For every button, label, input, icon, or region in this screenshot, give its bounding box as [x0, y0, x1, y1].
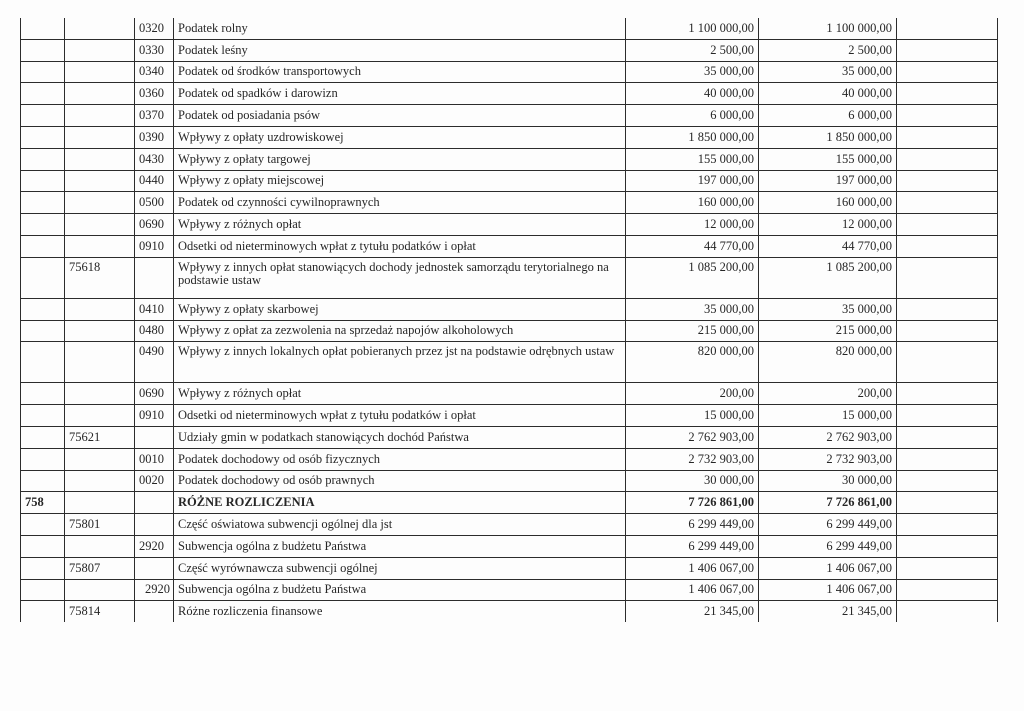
table-row: [21, 320, 998, 342]
cell-nazwa: Podatek dochodowy od osób fizycznych: [174, 448, 626, 470]
table-row: [21, 448, 998, 470]
cell-plan: 197 000,00: [626, 170, 759, 192]
cell-nazwa: Podatek leśny: [174, 39, 626, 61]
cell-nazwa: Wpływy z innych opłat stanowiących dochody jednostek samorządu terytorialnego na podstawie ustaw: [174, 257, 626, 298]
cell-uwagi: [897, 148, 998, 170]
cell-uwagi: [897, 214, 998, 236]
cell-rozdzial: [65, 148, 135, 170]
cell-uwagi: [897, 492, 998, 514]
cell-nazwa: Podatek dochodowy od osób prawnych: [174, 470, 626, 492]
cell-plan: 6 299 449,00: [626, 514, 759, 536]
cell-rozdzial: [65, 214, 135, 236]
cell-dzial: [21, 298, 65, 320]
table-row: [21, 235, 998, 257]
cell-paragraf: 0370: [135, 105, 174, 127]
cell-rozdzial: [65, 579, 135, 601]
cell-paragraf: [135, 557, 174, 579]
table-row: [21, 61, 998, 83]
cell-paragraf: [135, 601, 174, 622]
cell-rozdzial: [65, 405, 135, 427]
table-row: [21, 535, 998, 557]
cell-uwagi: [897, 105, 998, 127]
cell-rozdzial: 75618: [65, 257, 135, 298]
cell-plan: 1 406 067,00: [626, 579, 759, 601]
cell-uwagi: [897, 470, 998, 492]
cell-wykonanie: 44 770,00: [759, 235, 897, 257]
cell-dzial: 758: [21, 492, 65, 514]
cell-dzial: [21, 470, 65, 492]
cell-rozdzial: [65, 192, 135, 214]
cell-wykonanie: 1 406 067,00: [759, 579, 897, 601]
cell-wykonanie: 197 000,00: [759, 170, 897, 192]
cell-paragraf: 0430: [135, 148, 174, 170]
cell-rozdzial: [65, 535, 135, 557]
table-row: [21, 342, 998, 383]
cell-paragraf: 0480: [135, 320, 174, 342]
cell-rozdzial: [65, 170, 135, 192]
cell-dzial: [21, 235, 65, 257]
table-row: [21, 514, 998, 536]
cell-rozdzial: [65, 235, 135, 257]
cell-uwagi: [897, 192, 998, 214]
cell-uwagi: [897, 39, 998, 61]
table-row: [21, 126, 998, 148]
cell-nazwa: Udziały gmin w podatkach stanowiących dochód Państwa: [174, 426, 626, 448]
cell-plan: 2 732 903,00: [626, 448, 759, 470]
table-row: [21, 470, 998, 492]
cell-rozdzial: [65, 126, 135, 148]
cell-dzial: [21, 342, 65, 383]
cell-nazwa: Wpływy z opłaty skarbowej: [174, 298, 626, 320]
cell-plan: 820 000,00: [626, 342, 759, 383]
cell-rozdzial: 75814: [65, 601, 135, 622]
table-row: [21, 257, 998, 298]
cell-plan: 1 085 200,00: [626, 257, 759, 298]
table-body: [21, 18, 998, 622]
cell-wykonanie: 1 100 000,00: [759, 18, 897, 39]
table-row: [21, 192, 998, 214]
cell-dzial: [21, 557, 65, 579]
cell-dzial: [21, 39, 65, 61]
cell-wykonanie: 1 850 000,00: [759, 126, 897, 148]
cell-paragraf: 0490: [135, 342, 174, 383]
cell-dzial: [21, 426, 65, 448]
cell-paragraf: 0360: [135, 83, 174, 105]
table-row: [21, 557, 998, 579]
cell-wykonanie: 2 500,00: [759, 39, 897, 61]
cell-wykonanie: 21 345,00: [759, 601, 897, 622]
table-row: [21, 39, 998, 61]
cell-dzial: [21, 601, 65, 622]
cell-nazwa: Wpływy z opłaty uzdrowiskowej: [174, 126, 626, 148]
cell-nazwa: Subwencja ogólna z budżetu Państwa: [174, 579, 626, 601]
cell-uwagi: [897, 601, 998, 622]
cell-dzial: [21, 83, 65, 105]
cell-rozdzial: [65, 470, 135, 492]
cell-uwagi: [897, 426, 998, 448]
cell-wykonanie: 6 299 449,00: [759, 514, 897, 536]
cell-rozdzial: [65, 342, 135, 383]
cell-wykonanie: 7 726 861,00: [759, 492, 897, 514]
cell-paragraf: [135, 426, 174, 448]
cell-dzial: [21, 148, 65, 170]
cell-rozdzial: [65, 492, 135, 514]
cell-nazwa: Wpływy z różnych opłat: [174, 383, 626, 405]
cell-dzial: [21, 448, 65, 470]
cell-wykonanie: 2 732 903,00: [759, 448, 897, 470]
cell-uwagi: [897, 170, 998, 192]
table-row: [21, 405, 998, 427]
cell-rozdzial: 75807: [65, 557, 135, 579]
cell-uwagi: [897, 557, 998, 579]
cell-dzial: [21, 170, 65, 192]
cell-uwagi: [897, 83, 998, 105]
cell-uwagi: [897, 61, 998, 83]
cell-paragraf: 0390: [135, 126, 174, 148]
cell-plan: 21 345,00: [626, 601, 759, 622]
cell-nazwa: Podatek od czynności cywilnoprawnych: [174, 192, 626, 214]
cell-uwagi: [897, 235, 998, 257]
cell-paragraf: 2920: [135, 535, 174, 557]
cell-rozdzial: [65, 83, 135, 105]
cell-wykonanie: 15 000,00: [759, 405, 897, 427]
cell-plan: 200,00: [626, 383, 759, 405]
cell-uwagi: [897, 579, 998, 601]
table-row: [21, 214, 998, 236]
cell-uwagi: [897, 298, 998, 320]
cell-wykonanie: 12 000,00: [759, 214, 897, 236]
cell-dzial: [21, 105, 65, 127]
table-row: [21, 298, 998, 320]
cell-plan: 215 000,00: [626, 320, 759, 342]
cell-uwagi: [897, 257, 998, 298]
cell-wykonanie: 40 000,00: [759, 83, 897, 105]
cell-paragraf: 0440: [135, 170, 174, 192]
cell-dzial: [21, 61, 65, 83]
cell-nazwa: Wpływy z opłaty miejscowej: [174, 170, 626, 192]
cell-rozdzial: [65, 448, 135, 470]
cell-rozdzial: [65, 61, 135, 83]
cell-nazwa: Różne rozliczenia finansowe: [174, 601, 626, 622]
cell-rozdzial: 75621: [65, 426, 135, 448]
cell-dzial: [21, 320, 65, 342]
cell-wykonanie: 215 000,00: [759, 320, 897, 342]
cell-paragraf: 0500: [135, 192, 174, 214]
cell-plan: 6 299 449,00: [626, 535, 759, 557]
cell-wykonanie: 30 000,00: [759, 470, 897, 492]
cell-plan: 155 000,00: [626, 148, 759, 170]
cell-nazwa: Odsetki od nieterminowych wpłat z tytułu podatków i opłat: [174, 405, 626, 427]
cell-nazwa: Część wyrównawcza subwencji ogólnej: [174, 557, 626, 579]
cell-nazwa: Subwencja ogólna z budżetu Państwa: [174, 535, 626, 557]
section-row: [21, 492, 998, 514]
cell-wykonanie: 35 000,00: [759, 61, 897, 83]
cell-nazwa: Podatek od środków transportowych: [174, 61, 626, 83]
cell-plan: 1 100 000,00: [626, 18, 759, 39]
cell-paragraf: 2920: [135, 579, 174, 601]
cell-paragraf: [135, 514, 174, 536]
cell-nazwa: RÓŻNE ROZLICZENIA: [174, 492, 626, 514]
cell-plan: 2 762 903,00: [626, 426, 759, 448]
cell-paragraf: [135, 257, 174, 298]
cell-plan: 160 000,00: [626, 192, 759, 214]
cell-uwagi: [897, 535, 998, 557]
table-row: [21, 601, 998, 622]
cell-plan: 2 500,00: [626, 39, 759, 61]
cell-plan: 6 000,00: [626, 105, 759, 127]
cell-rozdzial: 75801: [65, 514, 135, 536]
cell-plan: 15 000,00: [626, 405, 759, 427]
cell-uwagi: [897, 383, 998, 405]
cell-paragraf: 0320: [135, 18, 174, 39]
table-row: [21, 426, 998, 448]
budget-income-table: [20, 18, 998, 622]
cell-rozdzial: [65, 298, 135, 320]
cell-plan: 7 726 861,00: [626, 492, 759, 514]
cell-paragraf: 0340: [135, 61, 174, 83]
cell-uwagi: [897, 18, 998, 39]
cell-wykonanie: 820 000,00: [759, 342, 897, 383]
cell-nazwa: Podatek od spadków i darowizn: [174, 83, 626, 105]
cell-dzial: [21, 257, 65, 298]
cell-nazwa: Wpływy z różnych opłat: [174, 214, 626, 236]
cell-nazwa: Podatek rolny: [174, 18, 626, 39]
cell-paragraf: [135, 492, 174, 514]
cell-rozdzial: [65, 383, 135, 405]
cell-wykonanie: 1 085 200,00: [759, 257, 897, 298]
cell-wykonanie: 2 762 903,00: [759, 426, 897, 448]
cell-plan: 35 000,00: [626, 61, 759, 83]
cell-wykonanie: 6 299 449,00: [759, 535, 897, 557]
cell-paragraf: 0010: [135, 448, 174, 470]
cell-dzial: [21, 383, 65, 405]
cell-paragraf: 0020: [135, 470, 174, 492]
cell-uwagi: [897, 514, 998, 536]
table-row: [21, 18, 998, 39]
cell-dzial: [21, 579, 65, 601]
cell-rozdzial: [65, 18, 135, 39]
cell-wykonanie: 155 000,00: [759, 148, 897, 170]
cell-nazwa: Podatek od posiadania psów: [174, 105, 626, 127]
cell-paragraf: 0910: [135, 405, 174, 427]
cell-plan: 44 770,00: [626, 235, 759, 257]
cell-plan: 35 000,00: [626, 298, 759, 320]
cell-dzial: [21, 214, 65, 236]
cell-paragraf: 0910: [135, 235, 174, 257]
table-row: [21, 83, 998, 105]
cell-uwagi: [897, 320, 998, 342]
cell-uwagi: [897, 405, 998, 427]
cell-nazwa: Wpływy z innych lokalnych opłat pobieranych przez jst na podstawie odrębnych ustaw: [174, 342, 626, 383]
cell-paragraf: 0690: [135, 214, 174, 236]
cell-dzial: [21, 535, 65, 557]
cell-nazwa: Odsetki od nieterminowych wpłat z tytułu podatków i opłat: [174, 235, 626, 257]
cell-wykonanie: 200,00: [759, 383, 897, 405]
cell-paragraf: 0410: [135, 298, 174, 320]
cell-wykonanie: 6 000,00: [759, 105, 897, 127]
table-row: [21, 383, 998, 405]
cell-uwagi: [897, 342, 998, 383]
cell-plan: 12 000,00: [626, 214, 759, 236]
cell-nazwa: Wpływy z opłat za zezwolenia na sprzedaż napojów alkoholowych: [174, 320, 626, 342]
table-row: [21, 148, 998, 170]
cell-dzial: [21, 514, 65, 536]
cell-wykonanie: 1 406 067,00: [759, 557, 897, 579]
cell-uwagi: [897, 448, 998, 470]
cell-nazwa: Część oświatowa subwencji ogólnej dla jst: [174, 514, 626, 536]
cell-rozdzial: [65, 39, 135, 61]
table-row: [21, 105, 998, 127]
cell-paragraf: 0690: [135, 383, 174, 405]
cell-paragraf: 0330: [135, 39, 174, 61]
cell-plan: 1 850 000,00: [626, 126, 759, 148]
cell-dzial: [21, 126, 65, 148]
cell-plan: 40 000,00: [626, 83, 759, 105]
cell-dzial: [21, 18, 65, 39]
cell-wykonanie: 35 000,00: [759, 298, 897, 320]
cell-plan: 1 406 067,00: [626, 557, 759, 579]
cell-dzial: [21, 405, 65, 427]
cell-plan: 30 000,00: [626, 470, 759, 492]
cell-rozdzial: [65, 320, 135, 342]
table-row: [21, 170, 998, 192]
cell-wykonanie: 160 000,00: [759, 192, 897, 214]
cell-nazwa: Wpływy z opłaty targowej: [174, 148, 626, 170]
cell-rozdzial: [65, 105, 135, 127]
table-row: [21, 579, 998, 601]
cell-dzial: [21, 192, 65, 214]
cell-uwagi: [897, 126, 998, 148]
